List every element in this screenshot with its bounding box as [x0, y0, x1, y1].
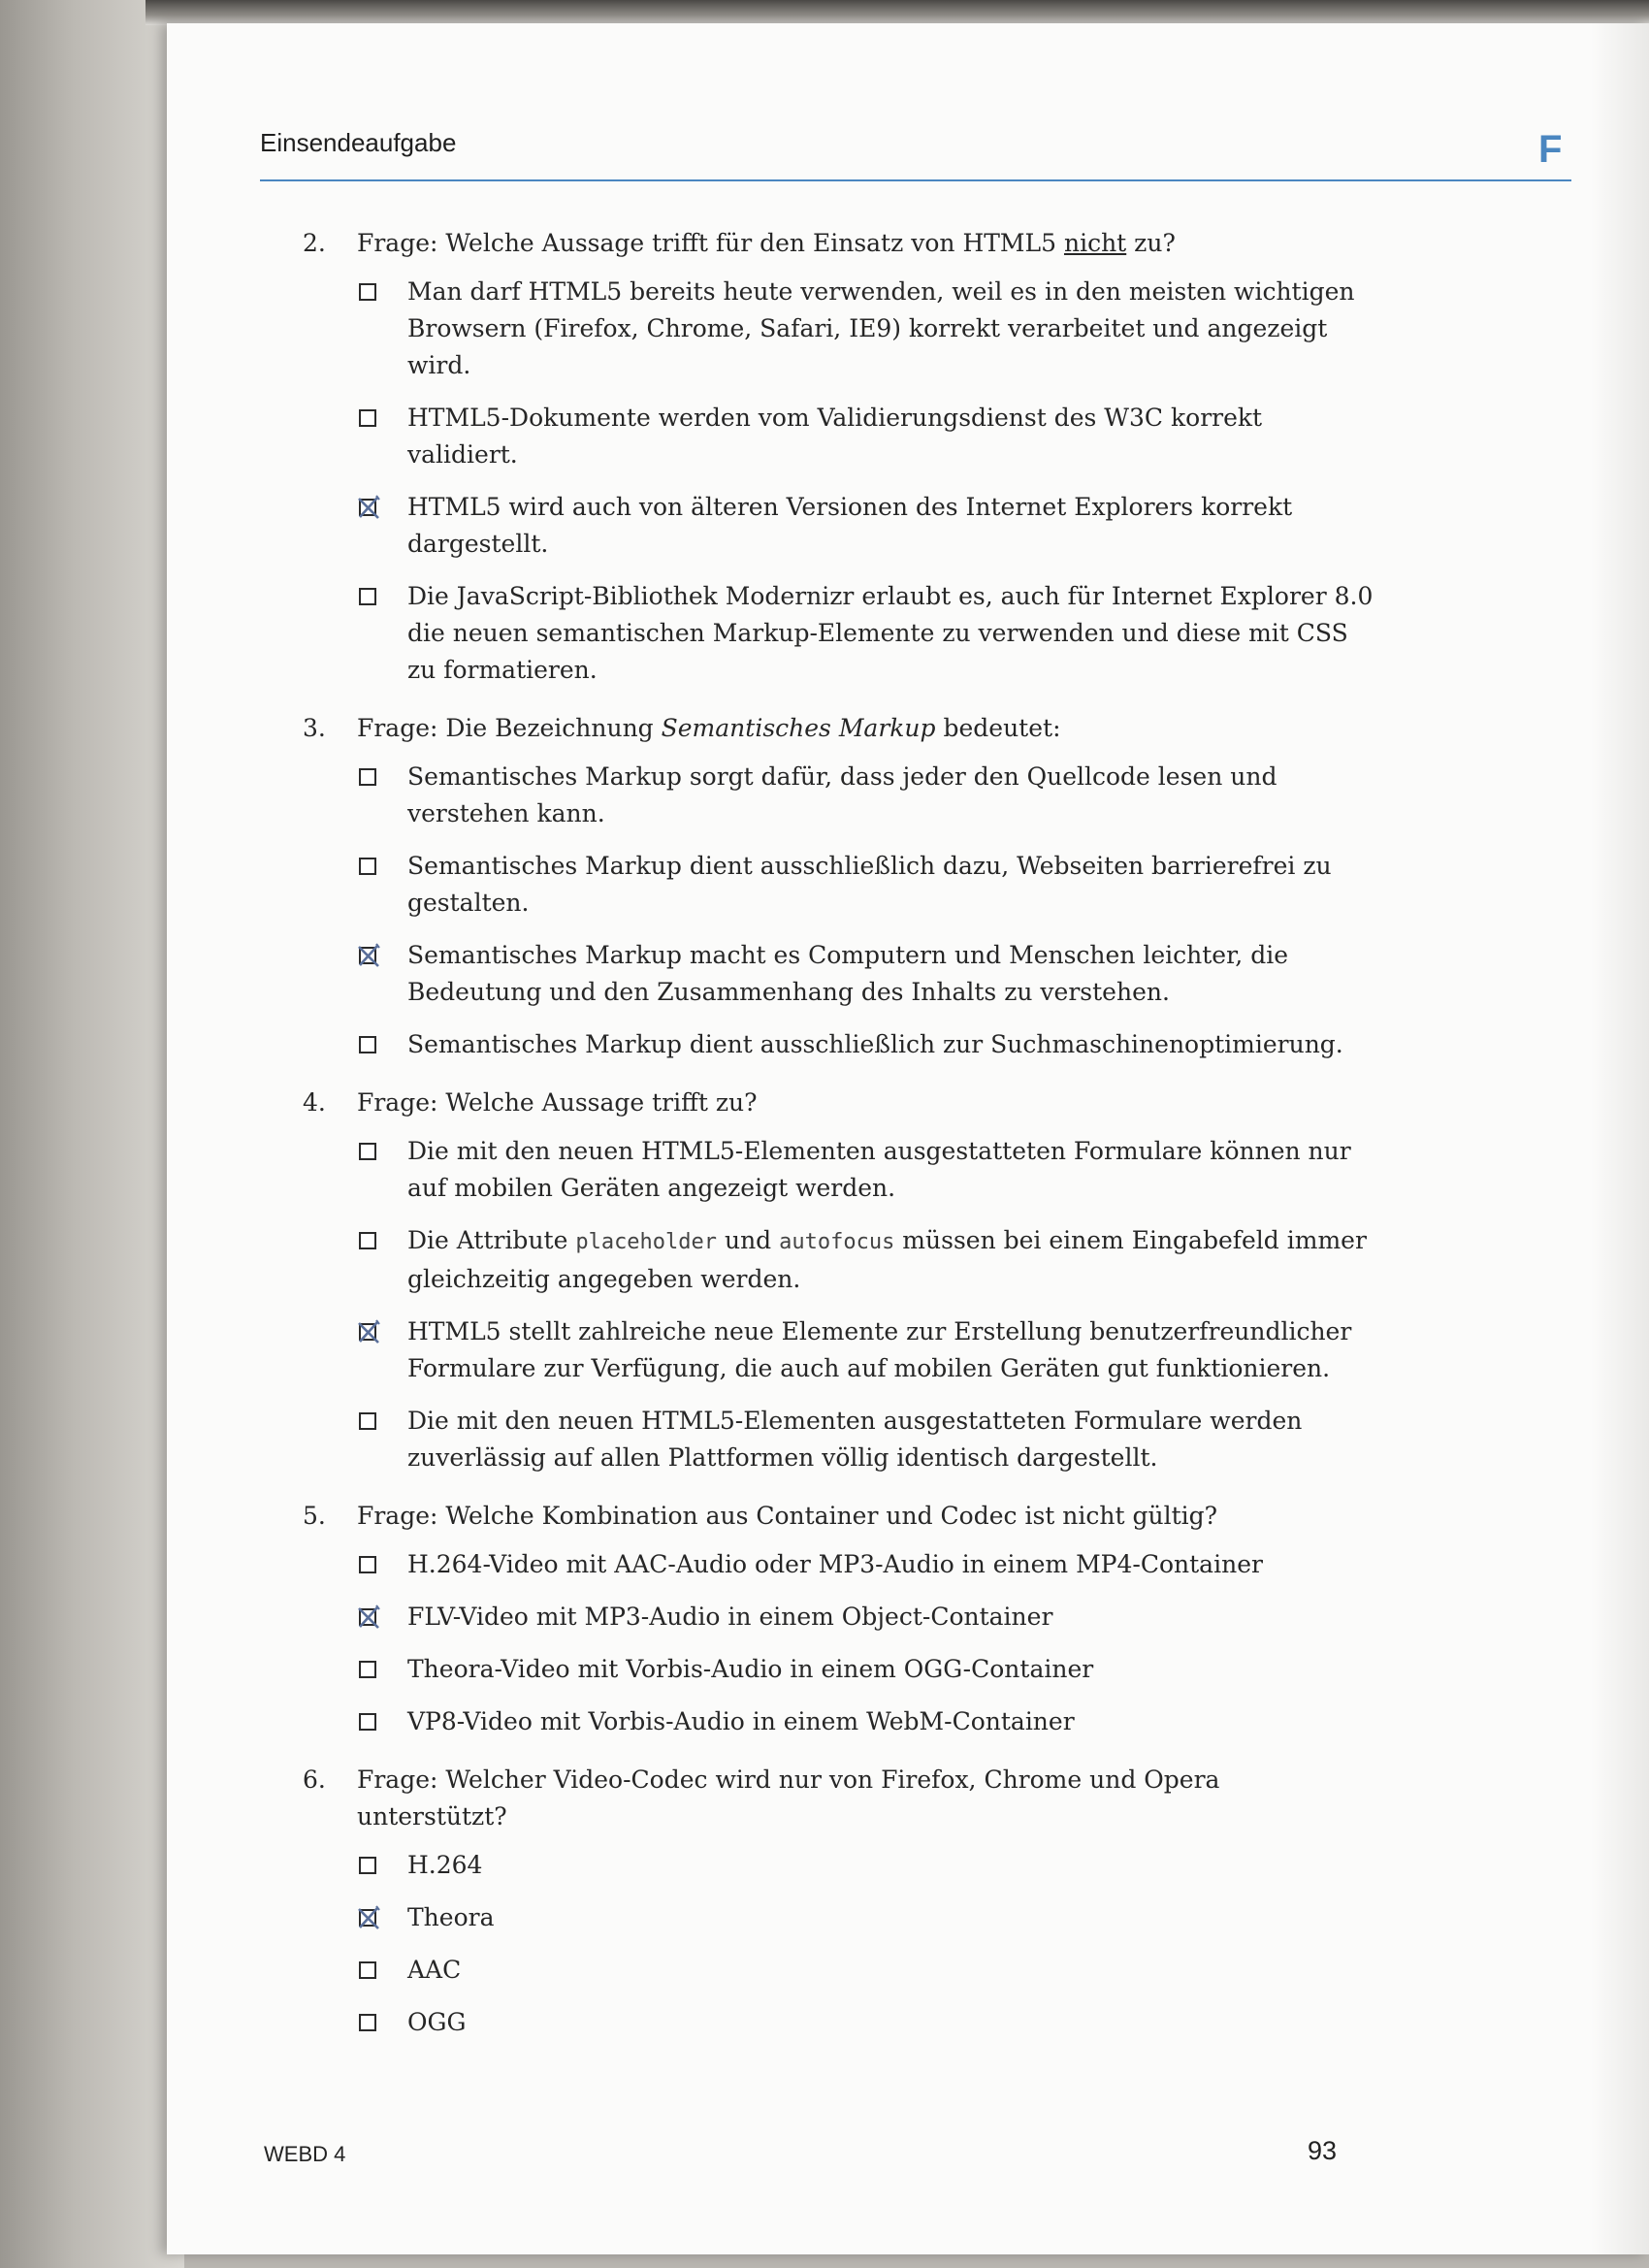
option-text: H.264 [407, 1851, 483, 1879]
answer-option[interactable] [357, 578, 1377, 689]
option-text: Semantisches Markup dient ausschließlich dazu, Webseiten barrierefrei zu gestalten. [407, 852, 1332, 917]
question-4 [303, 1085, 1486, 1476]
answer-option[interactable] [357, 1599, 1377, 1636]
question-number: 6. [303, 1766, 326, 1794]
answer-option[interactable] [357, 1651, 1377, 1688]
question-number: 4. [303, 1088, 326, 1117]
answer-option[interactable] [357, 1313, 1377, 1387]
answer-option[interactable] [357, 1222, 1377, 1298]
checkbox[interactable] [359, 1556, 376, 1573]
option-text: H.264-Video mit AAC-Audio oder MP3-Audio in einem MP4-Container [407, 1550, 1263, 1578]
option-text: FLV-Video mit MP3-Audio in einem Object-Container [407, 1603, 1053, 1631]
checkbox-checked[interactable] [359, 947, 376, 964]
option-text: Semantisches Markup macht es Computern und Menschen leichter, die Bedeutung und den Zusammenhang des Inhalts zu verstehen. [407, 941, 1288, 1006]
option-text: Semantisches Markup sorgt dafür, dass jeder den Quellcode lesen und verstehen kann. [407, 762, 1277, 827]
chapter-letter: F [1538, 128, 1563, 171]
checkbox-checked[interactable] [359, 1909, 376, 1927]
checkbox[interactable] [359, 1661, 376, 1678]
scan-background-top [146, 0, 1649, 25]
checkbox[interactable] [359, 1143, 376, 1160]
answer-option[interactable] [357, 848, 1377, 922]
option-text: OGG [407, 2008, 467, 2036]
option-text: Die mit den neuen HTML5-Elementen ausgestatteten Formulare werden zuverlässig auf allen Plattformen völlig identisch dargestellt. [407, 1407, 1303, 1472]
checkbox[interactable] [359, 1232, 376, 1249]
handwritten-cross-icon [357, 1604, 380, 1630]
option-text: Theora [407, 1903, 495, 1931]
question-text: Frage: Welche Aussage trifft für den Einsatz von HTML5 nicht zu? [357, 229, 1176, 257]
option-text: Die JavaScript-Bibliothek Modernizr erlaubt es, auch für Internet Explorer 8.0 die neuen semantischen Markup-Elemente zu verwenden und diese mit CSS zu formatieren. [407, 582, 1374, 684]
answer-option[interactable] [357, 1403, 1377, 1476]
question-number: 3. [303, 714, 326, 742]
answer-options [357, 274, 1486, 689]
answer-option[interactable] [357, 1703, 1377, 1740]
handwritten-cross-icon [357, 1319, 380, 1345]
checkbox[interactable] [359, 588, 376, 605]
scan-background-left [0, 0, 184, 2268]
question-list [303, 225, 1486, 2062]
answer-option[interactable] [357, 489, 1377, 563]
question-5 [303, 1498, 1486, 1740]
question-number: 2. [303, 229, 326, 257]
option-text: Semantisches Markup dient ausschließlich zur Suchmaschinenoptimierung. [407, 1030, 1343, 1058]
course-code: WEBD 4 [264, 2142, 346, 2166]
checkbox[interactable] [359, 768, 376, 786]
option-text: HTML5 wird auch von älteren Versionen des Internet Explorers korrekt dargestellt. [407, 493, 1293, 558]
checkbox[interactable] [359, 409, 376, 427]
answer-options [357, 1847, 1486, 2041]
checkbox[interactable] [359, 1713, 376, 1731]
question-text: Frage: Welche Kombination aus Container und Codec ist nicht gültig? [357, 1502, 1218, 1530]
answer-option[interactable] [357, 1546, 1377, 1583]
document-page [167, 23, 1649, 2254]
checkbox-checked[interactable] [359, 499, 376, 516]
answer-option[interactable] [357, 400, 1377, 473]
header-rule [260, 179, 1571, 181]
checkbox[interactable] [359, 1857, 376, 1874]
handwritten-cross-icon [357, 1905, 380, 1930]
answer-option[interactable] [357, 274, 1377, 384]
answer-options [357, 759, 1486, 1063]
answer-options [357, 1546, 1486, 1740]
code-placeholder: placeholder [575, 1230, 718, 1254]
answer-options [357, 1133, 1486, 1476]
answer-option[interactable] [357, 1133, 1377, 1207]
question-2 [303, 225, 1486, 689]
option-text: Die mit den neuen HTML5-Elementen ausgestatteten Formulare können nur auf mobilen Geräten angezeigt werden. [407, 1137, 1351, 1202]
checkbox-checked[interactable] [359, 1323, 376, 1341]
page-number: 93 [1308, 2136, 1338, 2165]
option-text: Theora-Video mit Vorbis-Audio in einem OGG-Container [407, 1655, 1094, 1683]
question-text: Frage: Die Bezeichnung Semantisches Markup bedeutet: [357, 714, 1061, 742]
answer-option[interactable] [357, 1847, 1377, 1884]
answer-option[interactable] [357, 1952, 1377, 1989]
option-text: Die Attribute placeholder und autofocus müssen bei einem Eingabefeld immer gleichzeitig angegeben werden. [407, 1226, 1367, 1293]
answer-option[interactable] [357, 2004, 1377, 2041]
question-text: Frage: Welche Aussage trifft zu? [357, 1088, 758, 1117]
question-text: Frage: Welcher Video-Codec wird nur von Firefox, Chrome und Opera unterstützt? [357, 1766, 1220, 1831]
checkbox[interactable] [359, 2014, 376, 2031]
answer-option[interactable] [357, 759, 1377, 832]
checkbox-checked[interactable] [359, 1608, 376, 1626]
header-title: Einsendeaufgabe [260, 128, 457, 157]
option-text: AAC [407, 1956, 462, 1984]
handwritten-cross-icon [357, 943, 380, 968]
answer-option[interactable] [357, 1899, 1377, 1936]
checkbox[interactable] [359, 1036, 376, 1053]
option-text: VP8-Video mit Vorbis-Audio in einem WebM-Container [407, 1707, 1075, 1735]
option-text: HTML5 stellt zahlreiche neue Elemente zur Erstellung benutzerfreundlicher Formulare zur Verfügung, die auch auf mobilen Geräten gut funktionieren. [407, 1317, 1352, 1382]
question-number: 5. [303, 1502, 326, 1530]
checkbox[interactable] [359, 1412, 376, 1430]
code-autofocus: autofocus [779, 1230, 895, 1254]
checkbox[interactable] [359, 858, 376, 875]
answer-option[interactable] [357, 1026, 1377, 1063]
question-3 [303, 710, 1486, 1063]
checkbox[interactable] [359, 1961, 376, 1979]
option-text: HTML5-Dokumente werden vom Validierungsdienst des W3C korrekt validiert. [407, 404, 1263, 469]
handwritten-cross-icon [357, 495, 380, 520]
checkbox[interactable] [359, 283, 376, 301]
answer-option[interactable] [357, 937, 1377, 1011]
option-text: Man darf HTML5 bereits heute verwenden, weil es in den meisten wichtigen Browsern (Firefox, Chrome, Safari, IE9) korrekt verarbeitet und angezeigt wird. [407, 277, 1355, 379]
question-6 [303, 1762, 1486, 2041]
